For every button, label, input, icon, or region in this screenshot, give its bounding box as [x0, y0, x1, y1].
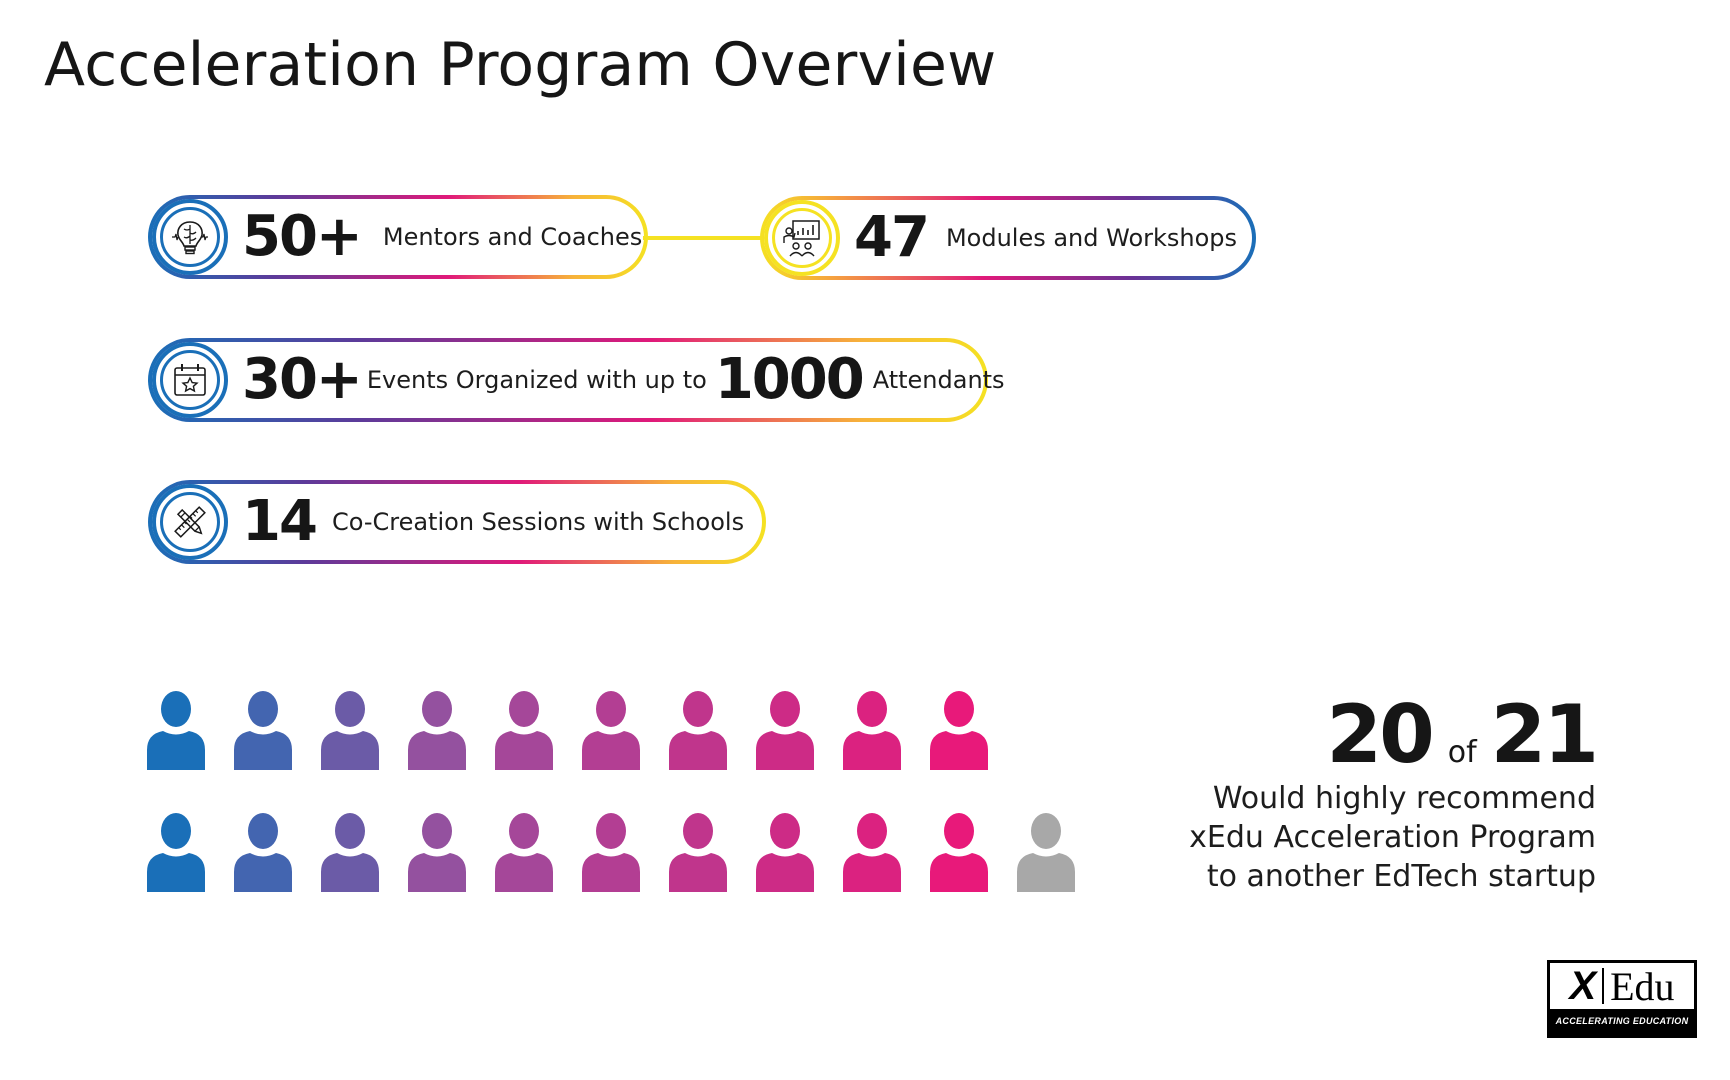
person-icon-recommend [493, 812, 555, 892]
person-icon-recommend [841, 690, 903, 770]
stat-label: Co-Creation Sessions with Schools [331, 508, 745, 536]
classroom-presentation-icon [764, 200, 840, 276]
person-icon-recommend [667, 690, 729, 770]
person-icon-not-recommend [1015, 812, 1077, 892]
person-icon-recommend [232, 812, 294, 892]
logo-edu: Edu [1610, 963, 1675, 1009]
stat-label-secondary: Attendants [872, 366, 1005, 394]
calendar-star-icon [152, 342, 228, 418]
person-icon-recommend [319, 690, 381, 770]
person-icon-recommend [667, 812, 729, 892]
stat-number: 50+ [242, 204, 361, 269]
stat-cocreation [148, 480, 766, 564]
logo-divider [1602, 968, 1604, 1004]
person-icon-recommend [232, 690, 294, 770]
stat-modules [760, 196, 1256, 280]
person-icon-recommend [580, 690, 642, 770]
person-icon-recommend [580, 812, 642, 892]
recommend-text-line: xEdu Acceleration Program [1189, 820, 1596, 855]
logo-tagline: ACCELERATING EDUCATION [1555, 1016, 1689, 1026]
person-icon-recommend [406, 812, 468, 892]
logo-x: X [1569, 963, 1597, 1008]
recommendation-block [1189, 688, 1596, 896]
xedu-logo [1547, 960, 1697, 1038]
stat-mentors [148, 195, 648, 279]
person-icon-recommend [754, 690, 816, 770]
recommend-text-line: to another EdTech startup [1206, 859, 1596, 894]
connector-line [643, 236, 763, 240]
stat-label: Events Organized with up to [366, 366, 707, 394]
stat-label: Mentors and Coaches [382, 223, 643, 251]
pencil-ruler-icon [152, 484, 228, 560]
stat-events [148, 338, 1005, 422]
stat-number: 47 [854, 205, 928, 270]
page-title: Acceleration Program Overview [44, 30, 997, 100]
stat-label: Modules and Workshops [945, 224, 1238, 252]
person-icon-recommend [145, 690, 207, 770]
person-icon-recommend [928, 690, 990, 770]
stat-number: 30+ [242, 347, 361, 412]
recommend-text-line: Would highly recommend [1212, 781, 1596, 816]
stat-number-secondary: 1000 [714, 347, 863, 412]
person-icon-recommend [928, 812, 990, 892]
stat-number: 14 [242, 489, 316, 554]
lightbulb-brain-icon [152, 199, 228, 275]
person-icon-recommend [754, 812, 816, 892]
person-icon-recommend [145, 812, 207, 892]
person-icon-recommend [493, 690, 555, 770]
person-icon-recommend [319, 812, 381, 892]
recommend-count: 20 [1326, 688, 1432, 781]
person-icon-recommend [841, 812, 903, 892]
recommend-total: 21 [1490, 688, 1596, 781]
person-icon-recommend [406, 690, 468, 770]
recommend-of: of [1447, 735, 1477, 770]
